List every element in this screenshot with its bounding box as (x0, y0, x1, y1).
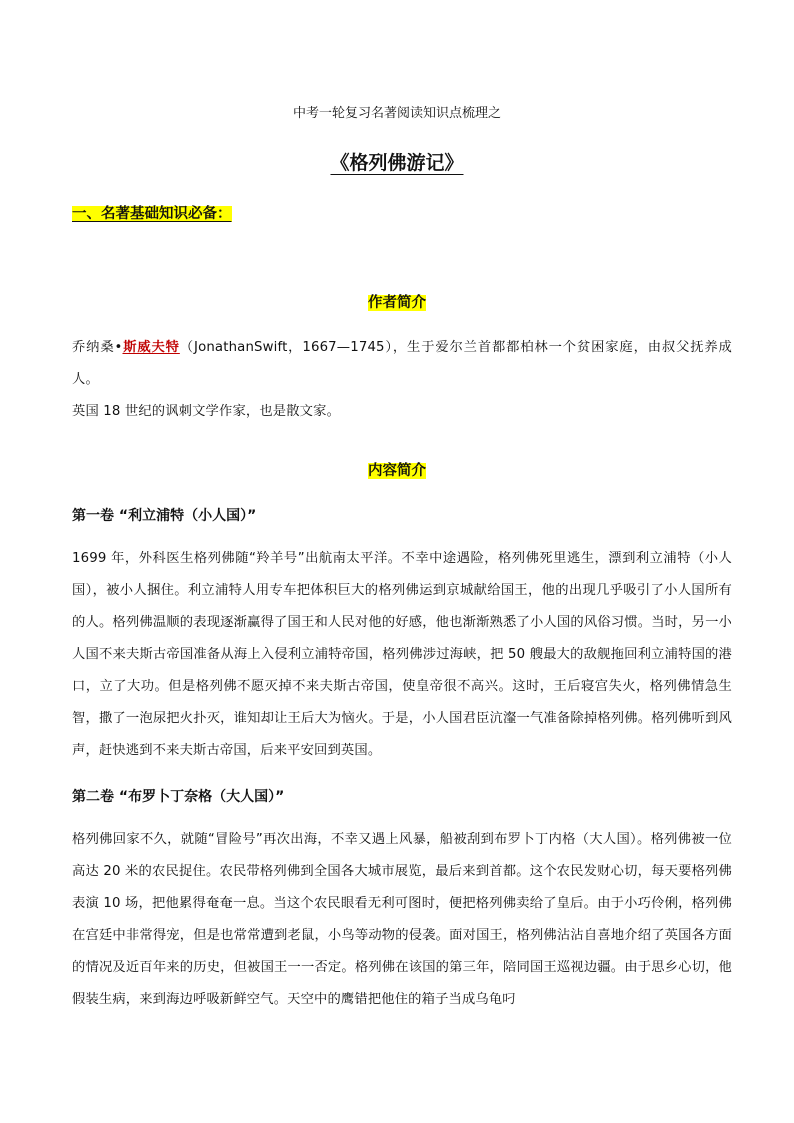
author-intro-heading (0, 291, 794, 312)
content-intro-heading-text: 内容简介 (368, 463, 426, 479)
section-heading-basics (72, 202, 232, 223)
author-intro-heading-text: 作者简介 (368, 295, 426, 311)
volume2-heading: 第二卷 “布罗卜丁奈格（大人国）” (72, 789, 285, 805)
author-line1-rest: （JonathanSwift，1667—1745），生于爱尔兰首都都柏林一个贫困家庭，由叔父抚养成人。 (72, 340, 732, 387)
author-intro-paragraph (72, 332, 732, 428)
document-title (0, 148, 794, 175)
author-prefix: 乔纳桑• (72, 340, 123, 355)
section-heading-basics-text: 一、名著基础知识必备： (72, 206, 232, 222)
author-name-link: 斯威夫特 (122, 340, 180, 355)
volume2-paragraph: 格列佛回家不久，就随“冒险号”再次出海，不幸又遇上风暴，船被刮到布罗卜丁内格（大人国）。格列佛被一位高达 20 米的农民捉住。农民带格列佛到全国各大城市展览，最后来到首都。这个农民发财心切，每天要格列佛表演 10 场，把他累得奄奄一息。当这个农民眼看无利可图时，便把格列佛卖给了皇后。由于小巧伶俐，格列佛在宫廷中非常得宠，但是也常常遭到老鼠，小鸟等动物的侵袭。面对国王，格列佛沾沾自喜地介绍了英国各方面的情况及近百年来的历史，但被国王一一否定。格列佛在该国的第三年，陪同国王巡视边疆。由于思乡心切，他假装生病，来到海边呼吸新鲜空气。天空中的鹰错把他住的箱子当成乌龟叼 (72, 832, 732, 1007)
document-subtitle: 中考一轮复习名著阅读知识点梳理之 (292, 106, 501, 121)
volume1-heading: 第一卷 “利立浦特（小人国）” (72, 508, 257, 524)
document-title-text: 《格列佛游记》 (330, 152, 464, 174)
volume1-paragraph: 1699 年，外科医生格列佛随“羚羊号”出航南太平洋。不幸中途遇险，格列佛死里逃生，漂到利立浦特（小人国），被小人捆住。利立浦特人用专车把体积巨大的格列佛运到京城献给国王，他的出现几乎吸引了小人国所有的人。格列佛温顺的表现逐渐赢得了国王和人民对他的好感，他也渐渐熟悉了小人国的风俗习惯。当时，另一小人国不来夫斯古帝国准备从海上入侵利立浦特帝国，格列佛涉过海峡，把 50 艘最大的敌舰拖回利立浦特国的港口，立了大功。但是格列佛不愿灭掉不来夫斯古帝国，使皇帝很不高兴。这时，王后寝宫失火，格列佛情急生智，撒了一泡尿把火扑灭，谁知却让王后大为恼火。于是，小人国君臣沆瀣一气准备除掉格列佛。格列佛听到风声，赶快逃到不来夫斯古帝国，后来平安回到英国。 (72, 551, 732, 758)
content-intro-heading (0, 459, 794, 480)
author-line2: 英国 18 世纪的讽刺文学作家，也是散文家。 (72, 404, 341, 419)
